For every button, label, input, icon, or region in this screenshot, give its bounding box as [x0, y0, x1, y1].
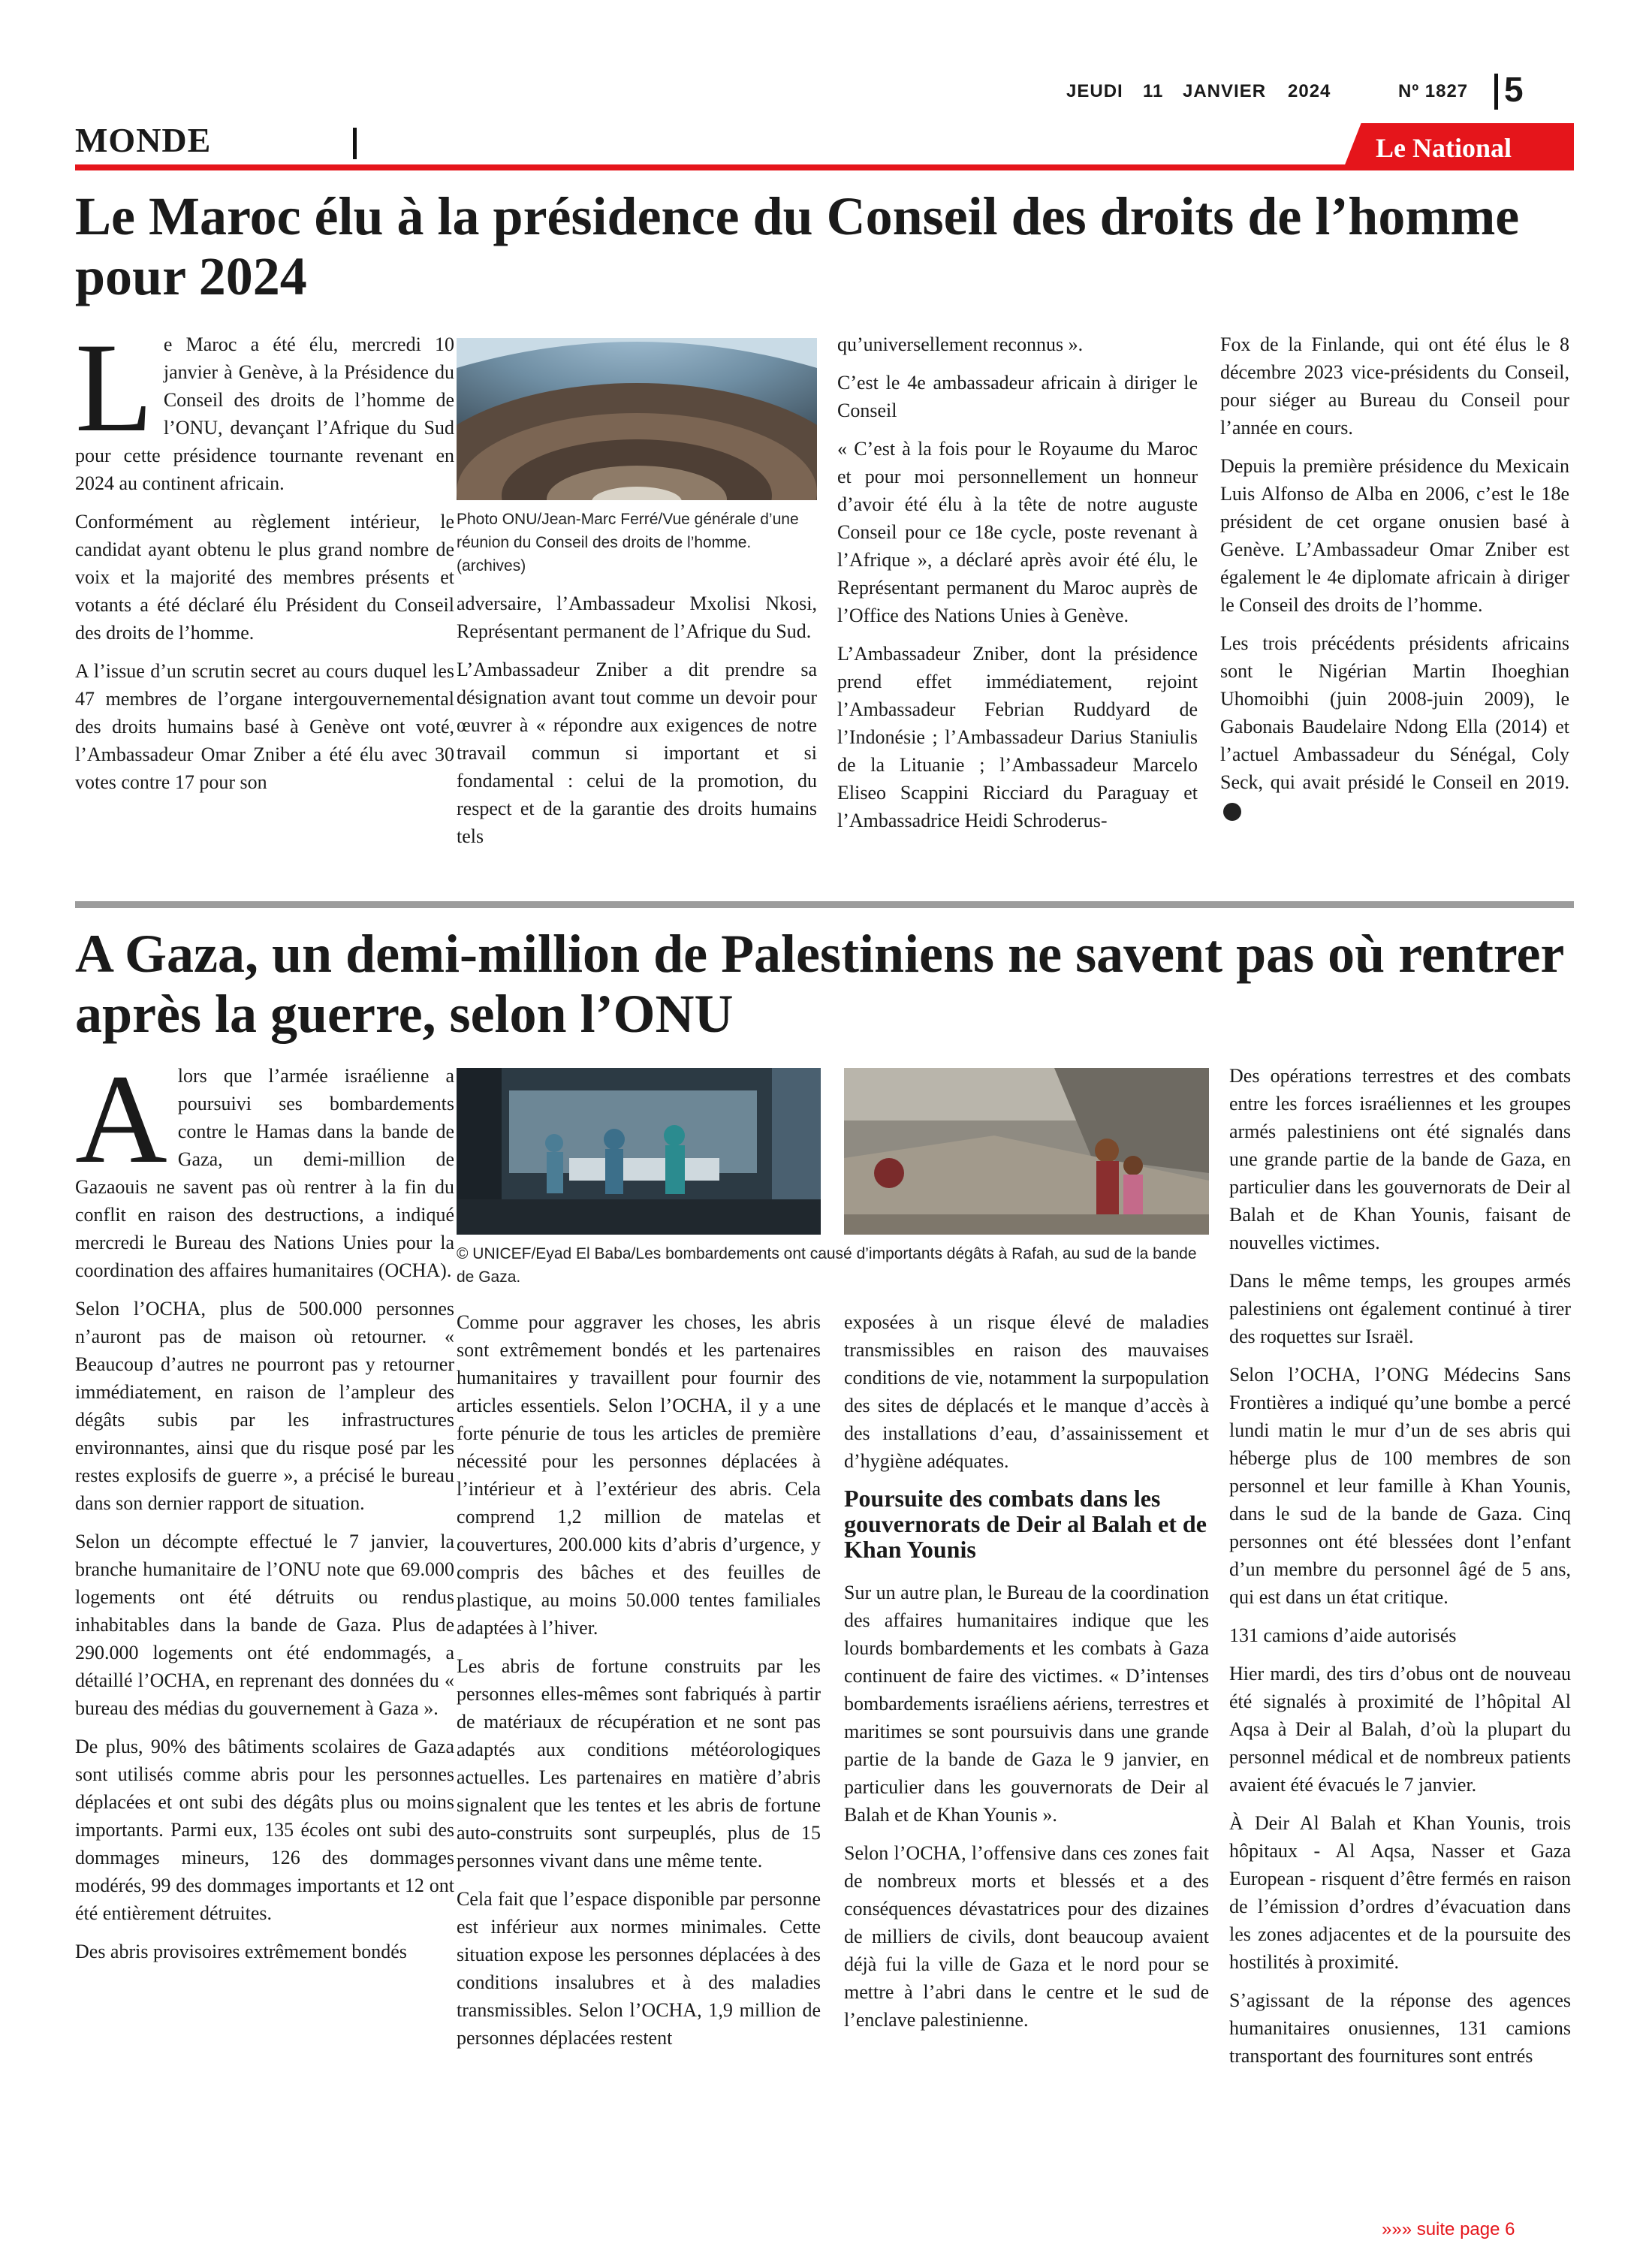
article-end-icon [1223, 803, 1241, 821]
article2-col1-p2: Selon l’OCHA, plus de 500.000 personnes n’auront pas de maison où retourner. « Beaucoup d’autres ne pourront pas y retourner immédiatement, en raison de l’ampleur des dégâts subis par les infrastructures environnantes, ainsi que du risque posé par les restes explosifs de guerre », a précisé le bureau dans son dernier rapport de situation. [75, 1298, 454, 1514]
article2-col4-p2: Dans le même temps, les groupes armés palestiniens ont également continué à tirer des roquettes sur Israël. [1229, 1270, 1571, 1347]
article1-col1-p1: e Maroc a été élu, mercredi 10 janvier à Genève, à la Présidence du Conseil des droits de l’homme de l’ONU, devançant l’Afrique du Sud pour cette présidence tournante revenant en 2024 au continent africain. [75, 333, 454, 494]
brand-name: Le National [1376, 133, 1512, 163]
article1-col2-p2: L’Ambassadeur Zniber a dit prendre sa désignation avant tout comme un devoir pour œuvrer à « répondre aux exigences de notre travail commun si important et si fondamental : celui de la promotion, du respect et de la garantie des droits humains tels [457, 659, 817, 847]
article2-col3-p1: Sur un autre plan, le Bureau de la coordination des affaires humanitaires indique que les lourds bombardements et les combats à Gaza continuent de faire des victimes. « D’intenses bombardements israéliens aériens, terrestres et maritimes se sont poursuivis dans une grande partie de la bande de Gaza le 9 janvier, en particulier dans les gouvernorats de Deir al Balah et de Khan Younis ». [844, 1582, 1209, 1826]
section-divider [353, 128, 357, 159]
header-rule [75, 164, 1574, 170]
article1-col1-p2: Conformément au règlement intérieur, le candidat ayant obtenu le plus grand nombre de voix et la majorité des membres présents et votants a été déclaré élu Président du Conseil des droits de l’homme. [75, 511, 454, 644]
article2-col1-p1: lors que l’armée israélienne a poursuivi ses bombardements contre le Hamas dans la bande de Gaza, un demi-million de Gazaouis ne savent pas où rentrer à la fin du conflit en raison des destructions, a indiqué mercredi le Bureau des Nations Unies pour la coordination des affaires humanitaires (OCHA). [75, 1065, 454, 1281]
issue-day: JEUDI [1066, 81, 1123, 101]
issue-date: 11 [1143, 81, 1164, 101]
article2-col2-p1: Comme pour aggraver les choses, les abris sont extrêmement bondés et les partenaires humanitaires y travaillent pour fournir des articles essentiels. Selon l’OCHA, il y a une forte pénurie de tous les articles de première nécessité pour les personnes déplacées à l’intérieur et à l’extérieur des abris. Cela comprend 1,2 million de matelas et couvertures, 200.000 kits d’abris d’urgence, y compris des bâches et des feuilles de plastique, au moins 50.000 tentes familiales adaptées à l’hiver. [457, 1311, 821, 1639]
council-chamber-photo [457, 338, 817, 500]
article2-col4-p6: À Deir Al Balah et Khan Younis, trois hôpitaux - Al Aqsa, Nasser et Gaza European - risquent d’être fermés en raison de l’émission d’ordres d’évacuation dans les zones adjacentes et de la poursuite des hostilités à proximité. [1229, 1812, 1571, 1973]
hospital-illustration [457, 1068, 821, 1235]
rafah-illustration [844, 1068, 1209, 1235]
article1-col2-p1: adversaire, l’Ambassadeur Mxolisi Nkosi, Représentant permanent de l’Afrique du Sud. [457, 593, 817, 642]
article2-col3-intro: exposées à un risque élevé de maladies transmissibles en raison des mauvaises conditions de vie, notamment la surpopulation des sites de déplacés et le manque d’accès à des installations d’eau, d’assainissement et d’hygiène adéquates. [844, 1311, 1209, 1472]
article2-column-2 [457, 1308, 821, 2062]
article1-dropcap: L [75, 317, 153, 458]
council-chamber-illustration [457, 338, 817, 500]
article2-col1-p3: Selon un décompte effectué le 7 janvier, la branche humanitaire de l’ONU note que 69.000 logements ont été détruits ou rendus inhabitables dans la bande de Gaza. Plus de 290.000 logements ont été endommagés, a détaillé l’OCHA, en reprenant des données du « bureau des médias du gouvernement à Gaza ». [75, 1531, 454, 1719]
continued-link[interactable]: »»» suite page 6 [1382, 2219, 1515, 2239]
section-title: MONDE [75, 121, 212, 159]
article2-col4-p5: Hier mardi, des tirs d’obus ont de nouveau été signalés à proximité de l’hôpital Al Aqsa à Deir al Balah, d’où la plupart du personnel médical et de nombreux patients avaient été évacués le 7 janvier. [1229, 1663, 1571, 1796]
article1-photo-caption: Photo ONU/Jean-Marc Ferré/Vue générale d’une réunion du Conseil des droits de l’homme. (archives) [457, 511, 799, 575]
article1-col4-p3: Les trois précédents présidents africains sont le Nigérian Martin Ihoeghian Uhomoibhi (juin 2008-juin 2009), le Gabonais Baudelaire Ndong Ella (2014) et l’actuel Ambassadeur du Sénégal, Coly Seck, qui avait présidé le Conseil en 2019. [1220, 632, 1569, 793]
article2-col4-p7: S’agissant de la réponse des agences humanitaires onusiennes, 131 camions transportant des fournitures sont entrés [1229, 1989, 1571, 2067]
article2-col4-p4: 131 camions d’aide autorisés [1229, 1624, 1457, 1646]
article2-photo-caption: © UNICEF/Eyad El Baba/Les bombardements ont causé d’importants dégâts à Rafah, au sud de la bande de Gaza. [457, 1245, 1197, 1286]
article2-col2-p2: Les abris de fortune construits par les personnes elles-mêmes sont fabriqués à partir de matériaux de récupération et ne sont pas adaptés aux conditions météorologiques actuelles. Les partenaires en matière d’abris signalent que les tentes et les abris de fortune auto-construits sont surpeuplés, plus de 15 personnes vivant dans une même tente. [457, 1655, 821, 1871]
article1-col3-p4: L’Ambassadeur Zniber, dont la présidence prend effet immédiatement, rejoint l’Ambassadeur Febrian Ruddyard de l’Indonésie ; l’Ambassadeur Darius Staniulis de la Lituanie ; l’Ambassadeur Marcelo Eliseo Scappini Ricciard du Paraguay et l’Ambassadrice Heidi Schroderus- [837, 643, 1198, 831]
article2-column-1 [75, 1048, 454, 1976]
article1-col1-p3: A l’issue d’un scrutin secret au cours duquel les 47 membres de l’organe intergouvernemental des droits humains basé à Genève ont voté, l’Ambassadeur Omar Zniber a été élu avec 30 votes contre 17 pour son [75, 660, 454, 793]
article2-column-3 [844, 1308, 1209, 2044]
article2-headline: A Gaza, un demi-million de Palestiniens ne savent pas où rentrer après la guerre, selon l’ONU [75, 924, 1564, 1044]
article1-col3-p1: qu’universellement reconnus ». [837, 333, 1084, 355]
article1-col4-p2: Depuis la première présidence du Mexicain Luis Alfonso de Alba en 2006, c’est le 18e président de cet organe onusien basé à Genève. L’Ambassadeur Omar Zniber est également le 4e diplomate africain à diriger le Conseil des droits de l’homme. [1220, 455, 1569, 616]
hospital-photo [457, 1068, 821, 1235]
page-number: 5 [1504, 70, 1524, 109]
article2-col1-p5: Des abris provisoires extrêmement bondés [75, 1941, 407, 1962]
issue-year: 2024 [1288, 81, 1331, 101]
article1-col4-p1: Fox de la Finlande, qui ont été élus le 8 décembre 2023 vice-présidents du Conseil, pour siéger au Bureau du Conseil pour l’année en cours. [1220, 333, 1569, 439]
article2-col4-p3: Selon l’OCHA, l’ONG Médecins Sans Frontières a indiqué qu’une bombe a percé lundi matin le mur d’un de ses abris qui héberge plus de 100 membres de son personnel et leur famille à Khan Younis, dans le sud de la bande de Gaza. Cinq personnes ont été blessées dont l’enfant d’un membre du personnel âgé de 5 ans, qui est dans un état critique. [1229, 1364, 1571, 1608]
article-separator [75, 901, 1574, 908]
article1-col3-p3: « C’est à la fois pour le Royaume du Maroc et pour moi personnellement un honneur d’avoir été élu à la tête de notre auguste Conseil pour ce 18e cycle, poste revenant à l’Afrique », a déclaré après avoir été élu, le Représentant permanent du Maroc auprès de l’Office des Nations Unies à Genève. [837, 438, 1198, 626]
article2-col1-p4: De plus, 90% des bâtiments scolaires de Gaza sont utilisés comme abris pour les personnes déplacées et ont subi des dégâts plus ou moins importants. Parmi eux, 135 écoles ont subi des dommages mineurs, 126 des dommages modérés, 99 des dommages importants et 12 ont été entièrement détruites. [75, 1736, 454, 1924]
article1-column-3 [837, 330, 1198, 845]
article1-column-4 [1220, 330, 1569, 834]
page-number-divider [1494, 74, 1498, 110]
article2-subheading: Poursuite des combats dans les gouvernorats de Deir al Balah et de Khan Younis [844, 1485, 1207, 1563]
article2-col4-p1: Des opérations terrestres et des combats entre les forces israéliennes et les groupes armés palestiniens ont été signalés dans une grande partie de la bande de Gaza, en particulier dans les gouvernorats de Deir al Balah et de Khan Younis, faisant de nouvelles victimes. [1229, 1065, 1571, 1253]
article2-dropcap: A [75, 1048, 167, 1190]
article2-column-4 [1229, 1062, 1571, 2080]
article1-column-2 [457, 590, 817, 861]
article2-col2-p3: Cela fait que l’espace disponible par personne est inférieur aux normes minimales. Cette situation expose les personnes déplacées à des conditions insalubres et à des maladies transmissibles. Selon l’OCHA, 1,9 million de personnes déplacées restent [457, 1888, 821, 2049]
rafah-destruction-photo [844, 1068, 1209, 1235]
article1-column-1 [75, 317, 454, 807]
article2-col3-p2: Selon l’OCHA, l’offensive dans ces zones fait de nombreux morts et blessés et a des conséquences dévastatrices pour des dizaines de milliers de civils, dont beaucoup avaient déjà fui la ville de Gaza et le nord pour se mettre à l’abri dans le centre et le sud de l’enclave palestinienne. [844, 1842, 1209, 2031]
issue-month: JANVIER [1183, 81, 1267, 101]
article1-headline: Le Maroc élu à la présidence du Conseil des droits de l’homme pour 2024 [75, 186, 1520, 306]
issue-number: Nº 1827 [1398, 81, 1469, 101]
article1-col3-p2: C’est le 4e ambassadeur africain à diriger le Conseil [837, 372, 1198, 421]
